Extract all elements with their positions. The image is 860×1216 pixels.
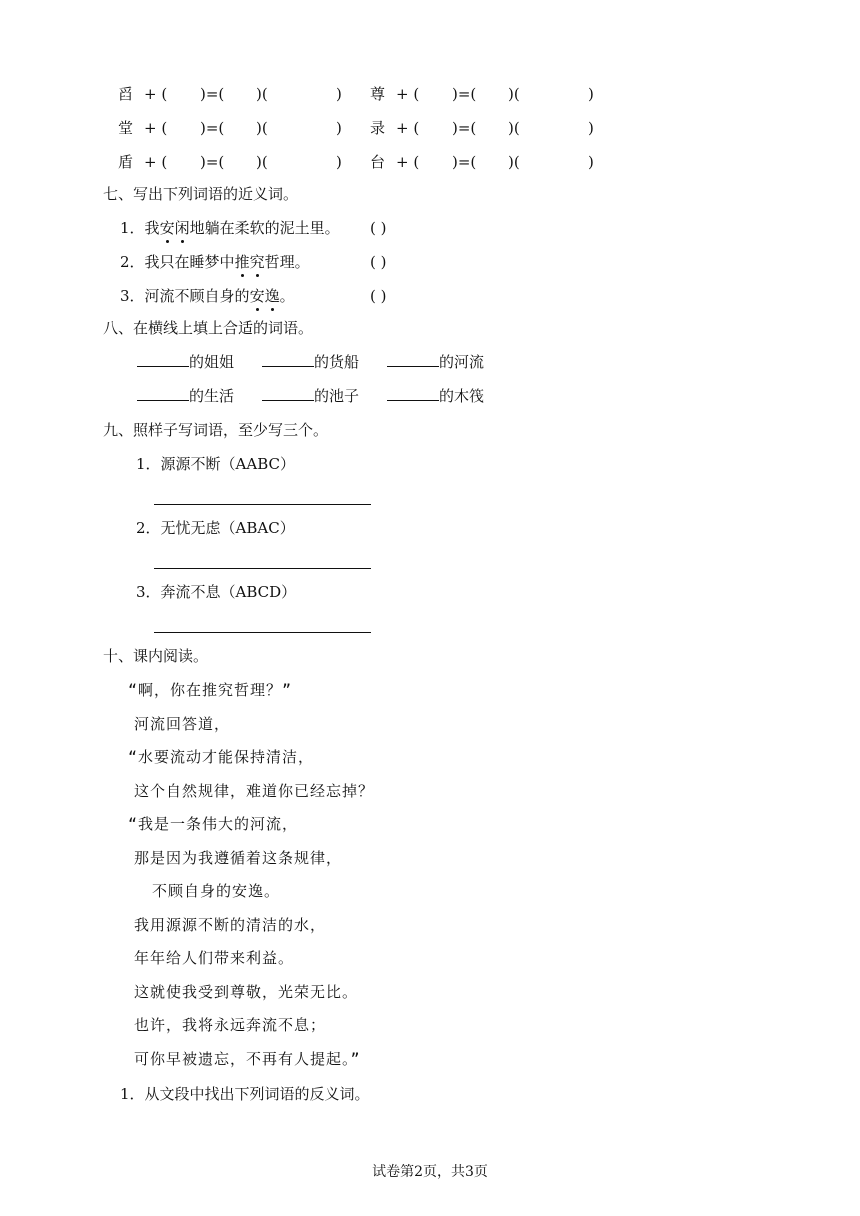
synonym-text-num: 3． bbox=[120, 287, 145, 305]
middle-paren[interactable]: )( bbox=[508, 85, 520, 103]
synonym-text-dot2: 究 bbox=[249, 253, 265, 271]
fill-blank-line[interactable] bbox=[137, 352, 189, 367]
close-paren[interactable]: ) bbox=[336, 85, 342, 103]
middle-paren[interactable]: )( bbox=[256, 85, 268, 103]
fill-blank-item[interactable] bbox=[137, 352, 234, 372]
poem-line: 河流回答道， bbox=[134, 714, 231, 733]
poem-line: 不顾自身的安逸。 bbox=[152, 882, 281, 900]
synonym-text-dot1: 安 bbox=[159, 219, 175, 237]
synonym-text-pre: 河流不顾自身的 bbox=[144, 287, 250, 305]
section9-item-2: 2．无忧无虑（ABAC） bbox=[136, 519, 295, 537]
fill-blank-item[interactable] bbox=[137, 386, 234, 406]
plus-open-paren[interactable]: + ( bbox=[396, 85, 420, 103]
poem-line: 也许，我将永远奔流不息； bbox=[134, 1016, 327, 1034]
fill-blank-line[interactable] bbox=[387, 352, 439, 367]
plus-open-paren[interactable]: + ( bbox=[144, 119, 168, 137]
base-character: 盾 bbox=[118, 153, 134, 171]
synonym-text-dot2: 逸 bbox=[264, 287, 280, 305]
fill-blank-word: 的姐姐 bbox=[189, 353, 235, 371]
fill-blank-item[interactable] bbox=[262, 386, 359, 406]
close-paren[interactable]: ) bbox=[588, 85, 594, 103]
plus-open-paren[interactable]: + ( bbox=[144, 153, 168, 171]
equals-paren[interactable]: )=( bbox=[452, 153, 477, 171]
synonym-text-dot1: 安 bbox=[249, 287, 265, 305]
synonym-item bbox=[120, 252, 310, 272]
answer-line-2[interactable] bbox=[154, 568, 371, 569]
synonym-text-dot2: 闲 bbox=[174, 219, 190, 237]
base-character: 堂 bbox=[118, 119, 134, 137]
synonym-text-num: 2． bbox=[120, 253, 145, 271]
base-character: 录 bbox=[370, 119, 386, 137]
fill-blank-item[interactable] bbox=[387, 352, 484, 372]
middle-paren[interactable]: )( bbox=[256, 153, 268, 171]
equals-paren[interactable]: )=( bbox=[200, 153, 225, 171]
page-footer: 试卷第2页，共3页 bbox=[372, 1164, 488, 1180]
base-character: 尊 bbox=[370, 85, 386, 103]
fill-blank-word: 的河流 bbox=[439, 353, 485, 371]
middle-paren[interactable]: )( bbox=[256, 119, 268, 137]
fill-blank-word: 的木筏 bbox=[439, 387, 485, 405]
section10-heading: 十、课内阅读。 bbox=[103, 647, 209, 665]
poem-line: 我用源源不断的清洁的水， bbox=[134, 915, 327, 934]
answer-line-3[interactable] bbox=[154, 632, 371, 633]
poem-line: 这就使我受到尊敬，光荣无比。 bbox=[134, 982, 359, 1001]
equals-paren[interactable]: )=( bbox=[200, 119, 225, 137]
fill-blank-word: 的生活 bbox=[189, 387, 235, 405]
middle-paren[interactable]: )( bbox=[508, 119, 520, 137]
answer-parentheses[interactable]: ( ) bbox=[370, 253, 387, 271]
poem-line: “啊，你在推究哲理？” bbox=[128, 681, 293, 699]
fill-blank-word: 的池子 bbox=[314, 387, 360, 405]
base-character: 舀 bbox=[118, 85, 134, 103]
synonym-text-pre: 我只在睡梦中 bbox=[144, 253, 235, 271]
poem-line: “水要流动才能保持清洁， bbox=[128, 748, 315, 766]
fill-blank-item[interactable] bbox=[262, 352, 359, 372]
synonym-text-post: 地躺在柔软的泥土里。 bbox=[189, 219, 340, 237]
close-paren[interactable]: ) bbox=[336, 119, 342, 137]
synonym-item bbox=[120, 286, 295, 306]
answer-parentheses[interactable]: ( ) bbox=[370, 287, 387, 305]
synonym-text-pre: 我 bbox=[144, 219, 160, 237]
poem-line: 那是因为我遵循着这条规律， bbox=[134, 848, 343, 867]
fill-blank-item[interactable] bbox=[387, 386, 484, 406]
section9-heading: 九、照样子写词语，至少写三个。 bbox=[103, 421, 329, 439]
section7-heading: 七、写出下列词语的近义词。 bbox=[103, 185, 299, 203]
fill-blank-word: 的货船 bbox=[314, 353, 360, 371]
equals-paren[interactable]: )=( bbox=[452, 85, 477, 103]
synonym-text-post: 。 bbox=[279, 287, 295, 305]
close-paren[interactable]: ) bbox=[336, 153, 342, 171]
fill-blank-line[interactable] bbox=[262, 352, 314, 367]
base-character: 台 bbox=[370, 153, 386, 171]
synonym-text-post: 哲理。 bbox=[264, 253, 310, 271]
synonym-text-num: 1． bbox=[120, 219, 145, 237]
equals-paren[interactable]: )=( bbox=[200, 85, 225, 103]
fill-blank-line[interactable] bbox=[137, 386, 189, 401]
plus-open-paren[interactable]: + ( bbox=[144, 85, 168, 103]
section9-item-3: 3．奔流不息（ABCD） bbox=[136, 583, 297, 601]
synonym-item bbox=[120, 218, 340, 238]
plus-open-paren[interactable]: + ( bbox=[396, 153, 420, 171]
answer-line-1[interactable] bbox=[154, 504, 371, 505]
poem-line: 可你早被遗忘，不再有人提起。” bbox=[134, 1049, 361, 1068]
fill-blank-line[interactable] bbox=[387, 386, 439, 401]
poem-line: 这个自然规律，难道你已经忘掉？ bbox=[134, 781, 375, 800]
equals-paren[interactable]: )=( bbox=[452, 119, 477, 137]
answer-parentheses[interactable]: ( ) bbox=[370, 219, 387, 237]
middle-paren[interactable]: )( bbox=[508, 153, 520, 171]
reading-question-1: 1．从文段中找出下列词语的反义词。 bbox=[120, 1085, 370, 1103]
plus-open-paren[interactable]: + ( bbox=[396, 119, 420, 137]
section8-heading: 八、在横线上填上合适的词语。 bbox=[103, 319, 314, 337]
poem-line: “我是一条伟大的河流， bbox=[128, 815, 299, 833]
section9-item-1: 1．源源不断（AABC） bbox=[136, 455, 295, 473]
synonym-text-dot1: 推 bbox=[234, 253, 250, 271]
poem-line: 年年给人们带来利益。 bbox=[134, 949, 295, 967]
close-paren[interactable]: ) bbox=[588, 153, 594, 171]
fill-blank-line[interactable] bbox=[262, 386, 314, 401]
close-paren[interactable]: ) bbox=[588, 119, 594, 137]
